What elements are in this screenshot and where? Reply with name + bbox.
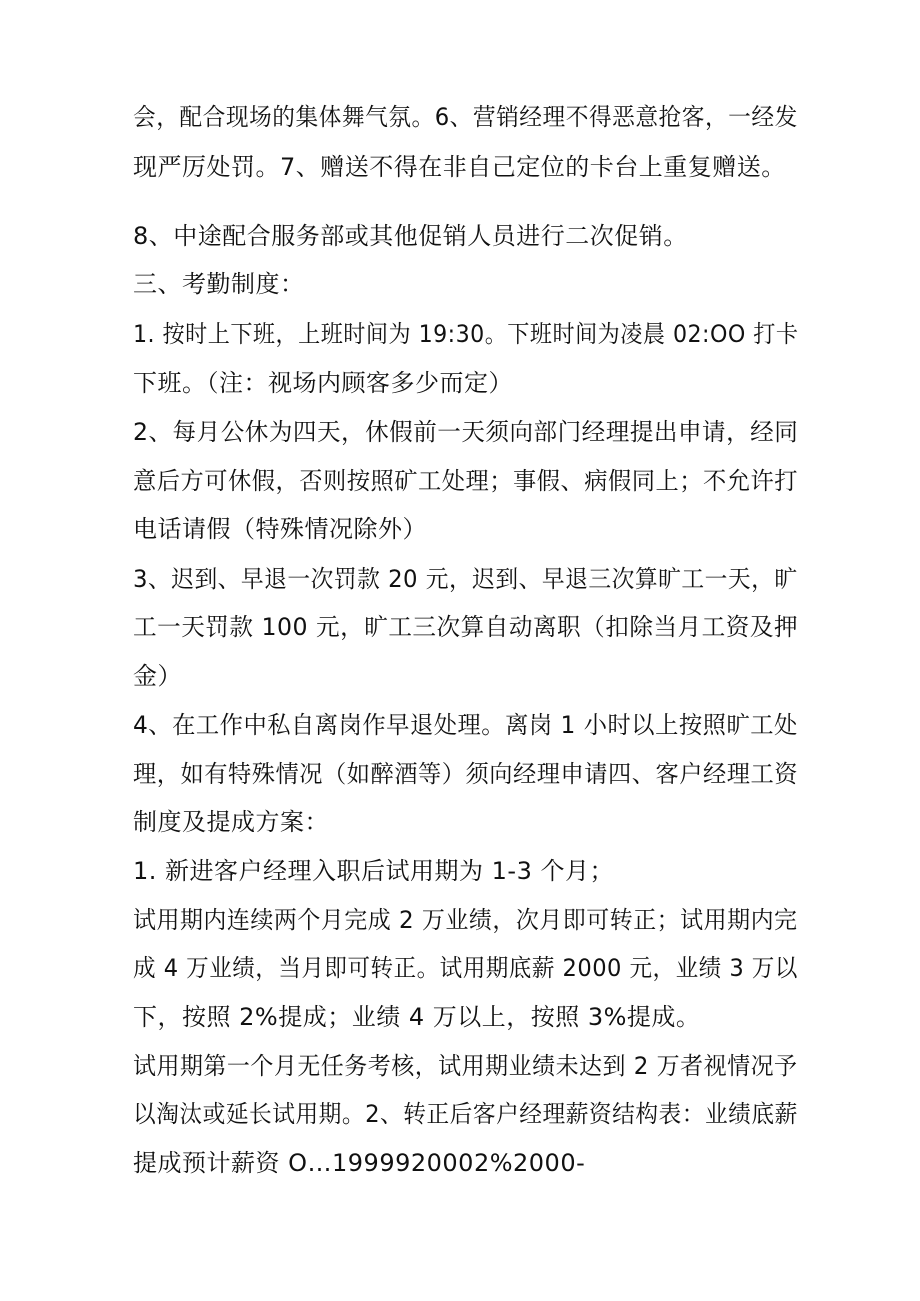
text-line: 意后方可休假，否则按照矿工处理；事假、病假同上；不允许打 <box>133 467 799 495</box>
text-line: 8、中途配合服务部或其他促销人员进行二次促销。 <box>133 222 688 250</box>
text-line: 会，配合现场的集体舞气氛。6、营销经理不得恶意抢客，一经发 <box>133 103 798 131</box>
text-line: 4、在工作中私自离岗作早退处理。离岗 1 小时以上按照旷工处 <box>133 711 798 739</box>
text-line: 试用期内连续两个月完成 2 万业绩，次月即可转正；试用期内完 <box>133 906 798 934</box>
text-line: 提成预计薪资 O…1999920002%2000- <box>133 1149 586 1177</box>
text-line: 以淘汰或延长试用期。2、转正后客户经理薪资结构表：业绩底薪 <box>133 1100 798 1128</box>
text-line: 试用期第一个月无任务考核，试用期业绩未达到 2 万者视情况予 <box>133 1052 798 1080</box>
text-line: 现严厉处罚。7、赠送不得在非自己定位的卡台上重复赠送。 <box>133 153 786 181</box>
section-heading: 三、考勤制度： <box>133 270 305 298</box>
text-line: 成 4 万业绩，当月即可转正。试用期底薪 2000 元，业绩 3 万以 <box>133 954 798 982</box>
text-line: 下，按照 2%提成；业绩 4 万以上，按照 3%提成。 <box>133 1003 701 1031</box>
text-line: 制度及提成方案： <box>133 808 329 836</box>
text-line: 工一天罚款 100 元，旷工三次算自动离职（扣除当月工资及押 <box>133 613 799 641</box>
text-line: 1. 按时上下班，上班时间为 19:30。下班时间为凌晨 02:OO 打卡 <box>133 320 799 348</box>
text-line: 2、每月公休为四天，休假前一天须向部门经理提出申请，经同 <box>133 418 799 446</box>
text-line: 金） <box>133 662 182 690</box>
text-line: 理，如有特殊情况（如醉酒等）须向经理申请四、客户经理工资 <box>133 760 799 788</box>
text-line: 下班。（注：视场内顾客多少而定） <box>133 369 513 397</box>
text-line: 1. 新进客户经理入职后试用期为 1-3 个月； <box>133 857 614 885</box>
text-line: 3、迟到、早退一次罚款 20 元，迟到、早退三次算旷工一天，旷 <box>133 565 798 593</box>
text-line: 电话请假（特殊情况除外） <box>133 515 427 543</box>
